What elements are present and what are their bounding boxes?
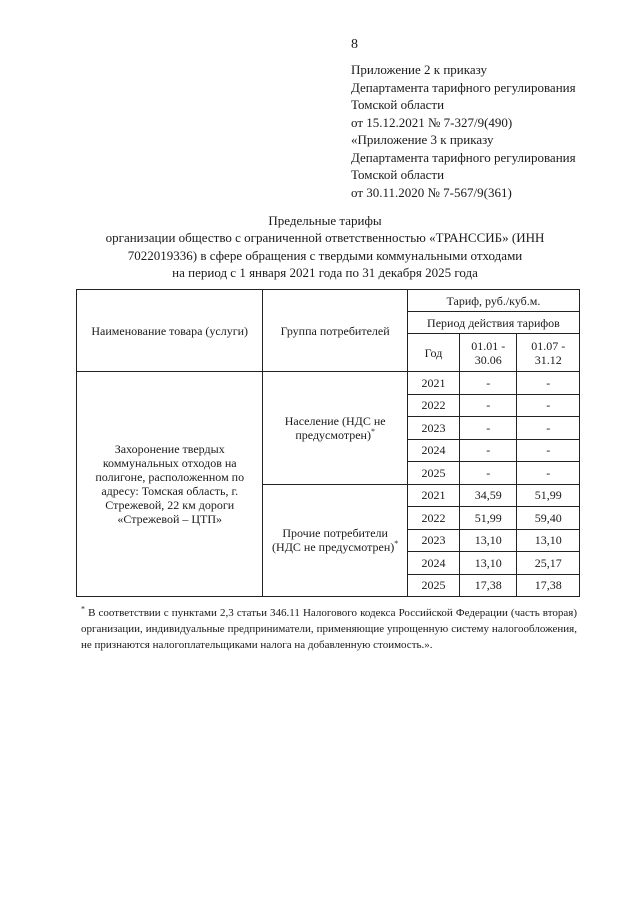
footnote-marker: * <box>370 426 375 436</box>
tariff-cell: 51,99 <box>460 507 517 530</box>
tariff-cell: 17,38 <box>460 574 517 597</box>
year-cell: 2021 <box>407 372 459 395</box>
title-line: 7022019336) в сфере обращения с твердыми коммунальными отходами <box>127 247 523 263</box>
annex-line: Приложение 2 к приказу <box>351 62 488 77</box>
year-cell: 2025 <box>407 462 459 485</box>
footnote-marker: * <box>394 539 399 549</box>
group-name: Прочие потребители (НДС не предусмотрен) <box>272 526 395 555</box>
tariff-cell: 13,10 <box>460 529 517 552</box>
tariff-cell: - <box>460 372 517 395</box>
annex-line: от 15.12.2021 № 7-327/9(490) <box>351 114 513 130</box>
annex-line: от 30.11.2020 № 7-567/9(361) <box>351 184 512 200</box>
tariff-cell: - <box>517 417 580 440</box>
tariff-cell: 25,17 <box>517 552 580 575</box>
annex-line: Департамента тарифного регулирования <box>351 79 576 95</box>
service-name-cell: Захоронение твердых коммунальных отходов на полигоне, расположенном по адресу: Томская область, г. Стрежевой, 22 км дороги «Стрежевой – ЦТП» <box>77 372 263 597</box>
header-year: Год <box>407 334 459 372</box>
header-period-2: 01.07 - 31.12 <box>517 334 580 372</box>
title-line: Предельные тарифы <box>268 213 382 228</box>
tariff-cell: 59,40 <box>517 507 580 530</box>
group-population-cell <box>263 372 407 485</box>
header-consumer-group: Группа потребителей <box>263 290 407 372</box>
tariff-cell: - <box>517 439 580 462</box>
header-period: Период действия тарифов <box>407 312 579 334</box>
header-tariff: Тариф, руб./куб.м. <box>407 290 579 312</box>
header-service-name: Наименование товара (услуги) <box>77 290 263 372</box>
year-cell: 2023 <box>407 529 459 552</box>
footnote <box>81 606 577 653</box>
annex-line: Томской области <box>351 167 445 182</box>
table-row <box>77 372 580 395</box>
tariff-cell: 13,10 <box>517 529 580 552</box>
year-cell: 2023 <box>407 417 459 440</box>
year-cell: 2022 <box>407 507 459 530</box>
annex-previous-reference <box>351 131 576 201</box>
footnote-text: В соответствии с пунктами 2,3 статьи 346.11 Налогового кодекса Российской Федерации (часть вторая) организации, индивидуальные предприниматели, применяющие упрощенную систему налогообложения, не признаются налогоплательщиками налога на добавленную стоимость.». <box>81 607 577 651</box>
tariff-cell: - <box>517 462 580 485</box>
annex-current-reference <box>351 61 576 131</box>
footnote-marker: * <box>81 604 85 614</box>
year-cell: 2025 <box>407 574 459 597</box>
tariff-cell: - <box>460 417 517 440</box>
year-cell: 2021 <box>407 484 459 507</box>
tariff-cell: 17,38 <box>517 574 580 597</box>
group-name: Население (НДС не предусмотрен) <box>284 413 386 442</box>
tariff-cell: 34,59 <box>460 484 517 507</box>
group-other-consumers-cell <box>263 484 407 597</box>
header-period-1: 01.01 - 30.06 <box>460 334 517 372</box>
tariff-cell: 51,99 <box>517 484 580 507</box>
annex-line: Томской области <box>351 97 445 112</box>
tariff-cell: - <box>517 372 580 395</box>
year-cell: 2022 <box>407 394 459 417</box>
tariff-cell: 13,10 <box>460 552 517 575</box>
tariff-cell: - <box>517 394 580 417</box>
title-line: организации общество с ограниченной ответственностью «ТРАНССИБ» (ИНН <box>105 230 545 246</box>
tariff-table <box>76 289 580 597</box>
annex-line: Департамента тарифного регулирования <box>351 149 576 165</box>
tariff-cell: - <box>460 439 517 462</box>
title-line: на период с 1 января 2021 года по 31 декабря 2025 года <box>172 264 478 280</box>
page-number: 8 <box>351 37 358 52</box>
year-cell: 2024 <box>407 439 459 462</box>
year-cell: 2024 <box>407 552 459 575</box>
document-title <box>60 212 590 281</box>
tariff-cell: - <box>460 394 517 417</box>
tariff-cell: - <box>460 462 517 485</box>
annex-line: «Приложение 3 к приказу <box>351 132 494 147</box>
